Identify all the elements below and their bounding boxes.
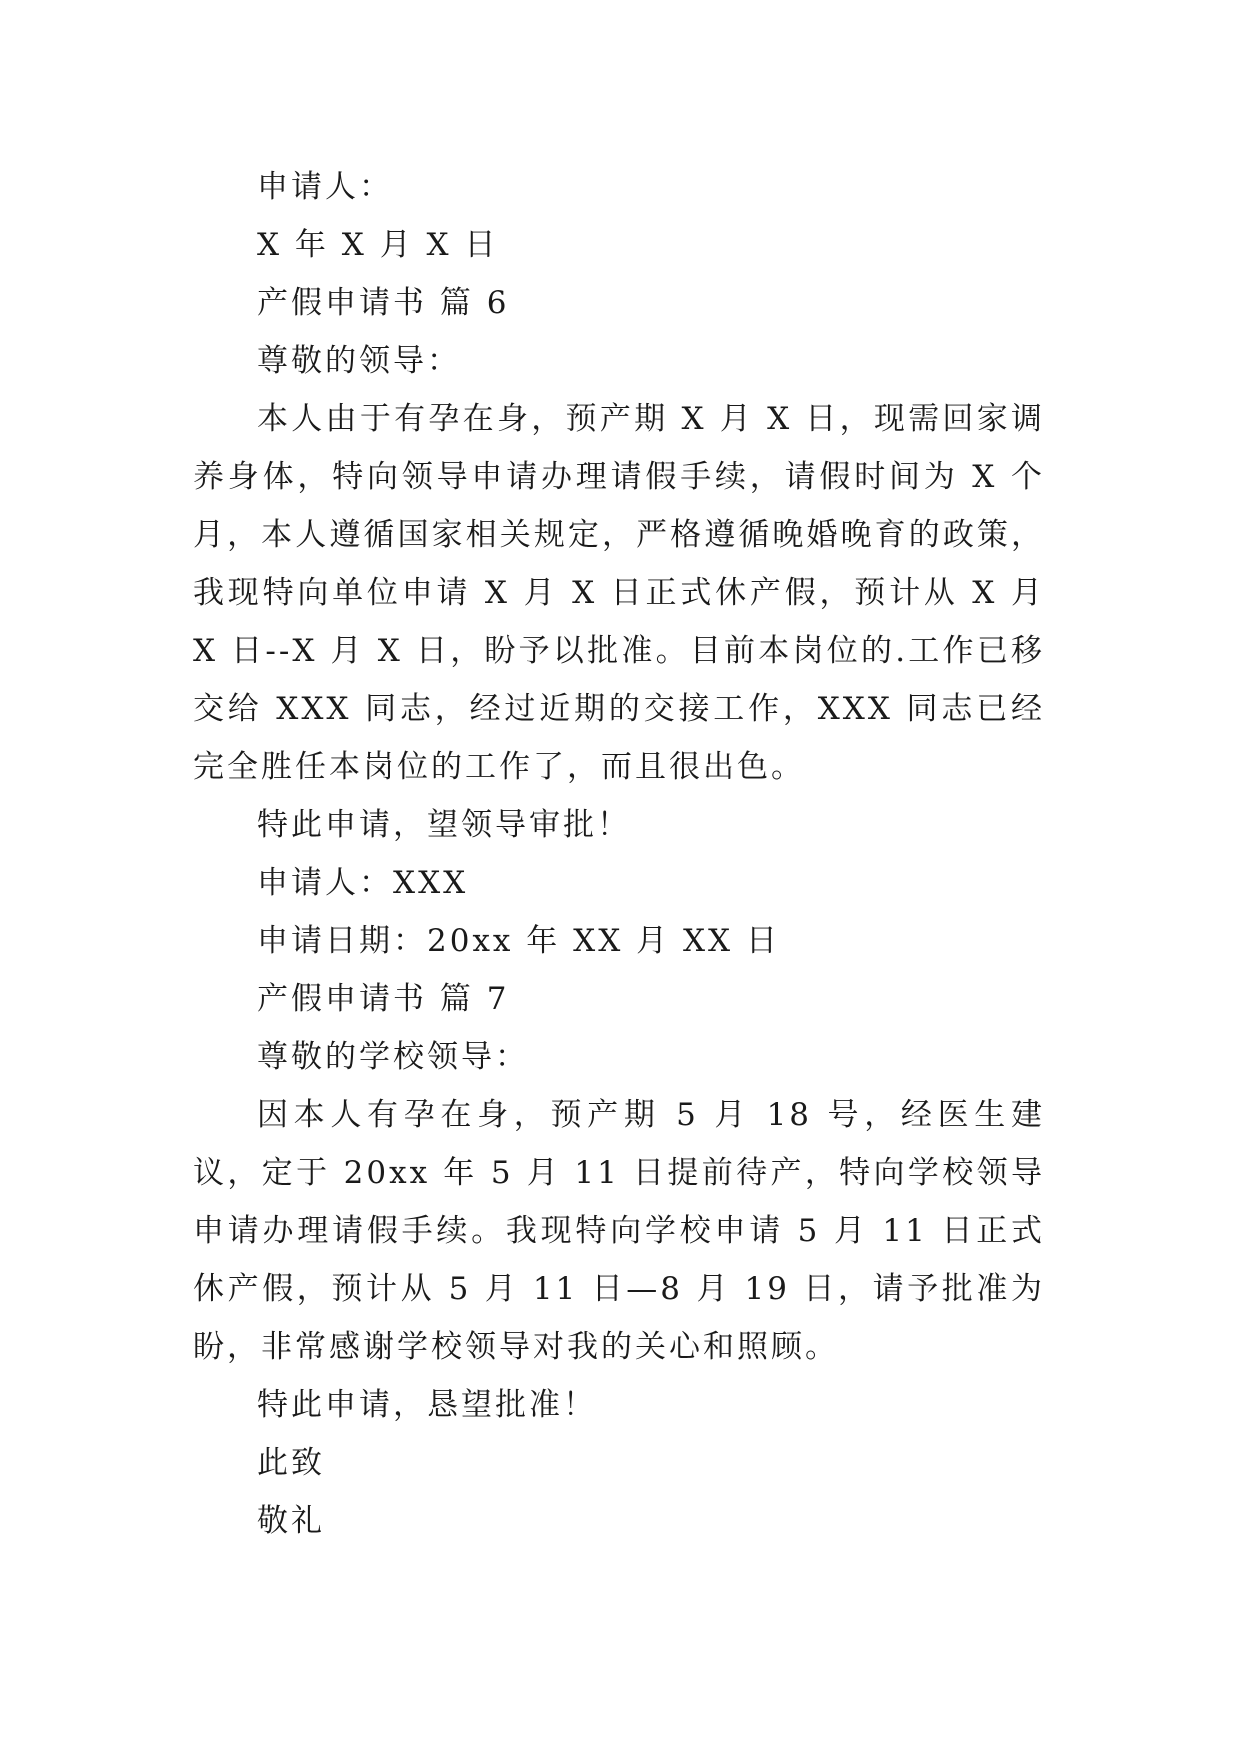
regards-line: 敬礼	[257, 1503, 325, 1539]
application-date: 申请日期：20xx 年 XX 月 XX 日	[257, 923, 780, 959]
body-paragraph: 因本人有孕在身，预产期 5 月 18 号，经医生建议，定于 20xx 年 5 月 11 日提前待产，特向学校领导申请办理请假手续。我现特向学校申请 5 月 11 日正式休产假，预计从 5 月 11 日—8 月 19 日，请予批准为盼，非常感谢学校领导对我的关心和照顾。	[193, 1097, 1045, 1365]
section-heading: 产假申请书 篇 7	[257, 981, 510, 1017]
salutation: 尊敬的领导：	[257, 343, 461, 379]
section-heading: 产假申请书 篇 6	[257, 285, 510, 321]
salutation: 尊敬的学校领导：	[257, 1039, 529, 1075]
date-line: X 年 X 月 X 日	[257, 227, 499, 263]
closing-line: 特此申请，望领导审批！	[257, 807, 631, 843]
applicant-signature: 申请人：XXX	[257, 865, 469, 901]
closing-line: 特此申请，恳望批准！	[257, 1387, 597, 1423]
body-paragraph: 本人由于有孕在身，预产期 X 月 X 日，现需回家调养身体，特向领导申请办理请假手续，请假时间为 X 个月，本人遵循国家相关规定，严格遵循晚婚晚育的政策，我现特向单位申请 X 月 X 日正式休产假，预计从 X 月 X 日--X 月 X 日，盼予以批准。目前本岗位的.工作已移交给 XXX 同志，经过近期的交接工作，XXX 同志已经完全胜任本岗位的工作了，而且很出色。	[193, 401, 1045, 785]
applicant-label: 申请人：	[257, 169, 393, 205]
document-body	[193, 158, 1045, 1550]
regards-line: 此致	[257, 1445, 325, 1481]
